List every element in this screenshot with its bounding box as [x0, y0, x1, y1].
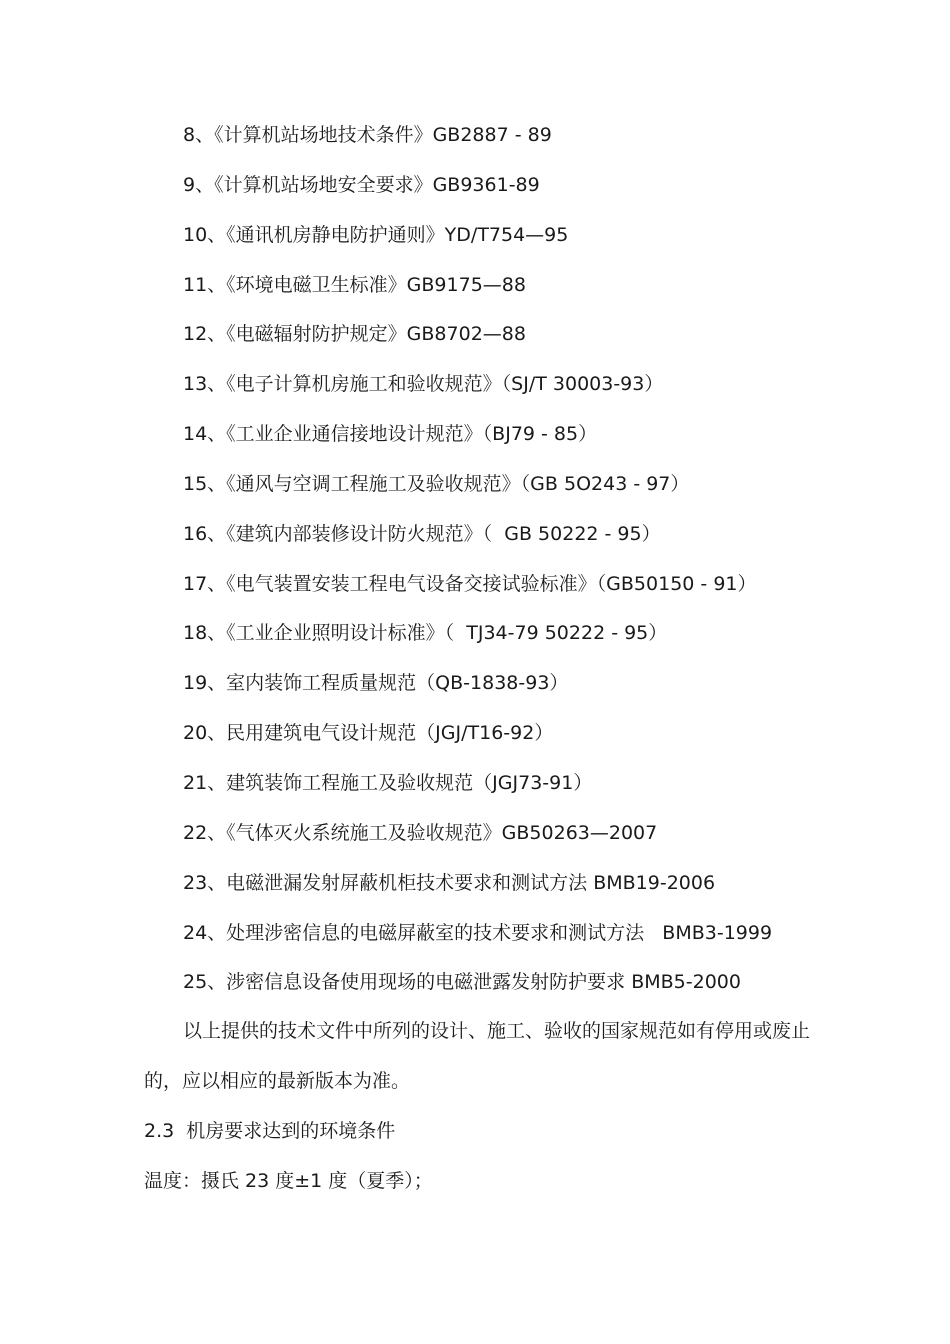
list-item: 23、电磁泄漏发射屏蔽机柜技术要求和测试方法 BMB19-2006	[183, 871, 716, 894]
list-item: 20、民用建筑电气设计规范（JGJ/T16-92）	[183, 722, 554, 745]
list-item: 15、《通风与空调工程施工及验收规范》（GB 5O243 - 97）	[183, 472, 690, 495]
list-item: 14、《工业企业通信接地设计规范》（BJ79 - 85）	[183, 423, 598, 446]
list-item: 24、处理涉密信息的电磁屏蔽室的技术要求和测试方法 BMB3-1999	[183, 921, 773, 944]
list-item: 18、《工业企业照明设计标准》（ TJ34-79 50222 - 95）	[183, 622, 668, 645]
note-paragraph-line1: 以上提供的技术文件中所列的设计、施工、验收的国家规范如有停用或废止	[183, 1020, 811, 1042]
list-item: 10、《通讯机房静电防护通则》YD/T754—95	[183, 223, 569, 246]
list-item: 11、《环境电磁卫生标准》GB9175—88	[183, 273, 526, 296]
list-item: 21、建筑装饰工程施工及验收规范（JGJ73-91）	[183, 771, 593, 794]
reference-list	[183, 121, 772, 1018]
note-paragraph-line2: 的，应以相应的最新版本为准。	[144, 1070, 411, 1092]
list-item: 17、《电气装置安装工程电气设备交接试验标准》（GB50150 - 91）	[183, 572, 757, 595]
section-heading: 2.3 机房要求达到的环境条件	[144, 1120, 396, 1142]
list-item: 12、《电磁辐射防护规定》GB8702—88	[183, 323, 526, 346]
list-item: 16、《建筑内部装修设计防火规范》（ GB 50222 - 95）	[183, 522, 661, 545]
temperature-requirement: 温度：摄氏 23 度±1 度（夏季）；	[144, 1170, 433, 1192]
list-item: 8、《计算机站场地技术条件》GB2887 - 89	[183, 124, 552, 146]
list-item: 13、《电子计算机房施工和验收规范》（SJ/T 30003-93）	[183, 373, 664, 396]
list-item: 22、《气体灭火系统施工及验收规范》GB50263—2007	[183, 821, 658, 844]
list-item: 25、涉密信息设备使用现场的电磁泄露发射防护要求 BMB5-2000	[183, 971, 741, 994]
list-item: 9、《计算机站场地安全要求》GB9361-89	[183, 173, 540, 196]
list-item: 19、室内装饰工程质量规范（QB-1838-93）	[183, 672, 569, 695]
